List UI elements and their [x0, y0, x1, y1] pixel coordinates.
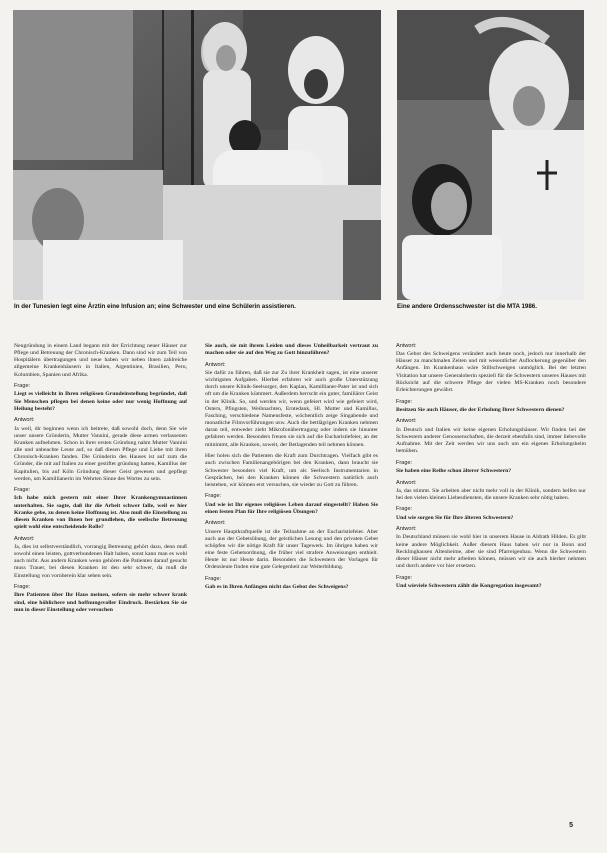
question-paragraph: Und wieviele Schwestern zählt die Kongregation insgesamt? — [396, 582, 542, 589]
side-photo-caption: Eine andere Ordensschwester ist die MTA 1986. — [397, 303, 537, 310]
answer-paragraph: Das Gebot des Schweigens verändert auch heute noch, jedoch nur innerhalb der Häuser zu manchmalen Zeiten und mit wesentlicher Auflockerung gegenüber den Anfängen. Im Krankenhaus wäre Stillschweigen unmöglich. Bei der letzten Visitation hat unsere Generaloberin speziell für die Schwestern unseres Hauses mit Rücksicht auf die schwere Pflege der vielen MS-Kranken noch besondere Erleichterungen gewährt. — [396, 351, 586, 393]
question-paragraph: Ich habe mich gestern mit einer Ihrer Krankengymnastinnen unterhalten. Sie sagte, daß ihr die Arbeit schwer falle, weil es hier Kranke gebe, zu denen keine Hoffnung ist. Also muß die Einstellung zu diesen Kranken von Ihnen her grundlehen, die seelische Betreuung spielt wohl eine entscheidende Rolle? — [14, 495, 187, 531]
speaker-label: Antwort: — [396, 479, 417, 486]
question-paragraph: Besitzen Sie auch Häuser, die der Erholung Ihrer Schwestern dienen? — [396, 406, 565, 413]
text-column-2 — [205, 343, 378, 833]
speaker-label: Antwort: — [396, 343, 417, 349]
answer-paragraph: Ja, das stimmt. Sie arbeiten aber nicht mehr voll in der Klinik, sondern helfen nur bei den vielen kleinen Liebesdiensten, die unsere Kranken sehr nötig haben. — [396, 487, 586, 501]
speaker-label: Frage: — [396, 574, 413, 581]
question-paragraph: Und wie ist Ihr eigenes religiöses Leben darauf eingestellt? Haben Sie einen festen Plan für Ihre religiösen Übungen? — [205, 501, 378, 515]
question-paragraph: Gab es in Ihren Anfängen nicht das Gebot des Schweigens? — [205, 584, 349, 591]
page-number: 5 — [569, 822, 573, 829]
text-column-1 — [14, 343, 187, 833]
speaker-label: Frage: — [14, 584, 31, 591]
speaker-label: Antwort: — [396, 418, 417, 425]
question-paragraph: Ihre Patienten über Ihr Haus meinen, sofern sie mehr schwer krank sind, eine höhlichere und hoffnungsvoller Eindruck. Bestärken Sie sie nun in dieser Einstellung oder versuchen — [14, 592, 187, 613]
main-photo — [13, 10, 381, 300]
text-column-3 — [396, 343, 586, 833]
speaker-label: Frage: — [14, 487, 31, 494]
answer-paragraph: In Deutschland müssen sie wohl hier in unserem Hause in Aldrath Hilden. Es gibt keine andere Möglichkeit. Außer diesem Haus haben wir nur in Bonn und Recklinghausen Altenheime, aber sie sind Pfarreigenbau. Wenn die Schwestern dieser Häuser nicht mehr arbeiten können, müssen wir sie auch hierher nehmen und durch andere vor hier ersetzen. — [396, 534, 586, 570]
speaker-label: Antwort: — [396, 526, 417, 533]
question-paragraph: Sie auch, sie mit ihrem Leiden und dieses Unheilbarkeit vertraut zu machen oder sie auf den Weg zu Gott hinzuführen? — [205, 343, 378, 357]
speaker-label: Antwort: — [14, 417, 35, 424]
speaker-label: Frage: — [396, 398, 413, 405]
speaker-label: Antwort: — [205, 520, 226, 527]
speaker-label: Frage: — [396, 459, 413, 466]
speaker-label: Frage: — [205, 493, 222, 500]
answer-paragraph: Neugründung in einem Land begann mit der Errichtung neuer Häuser zur Pflege und Betreuung der Chronisch-Kranken. Dann sind wir zum Teil von Hospitälern übertragungen und neue haben wir neben ihnen zahlreiche allgemeine Krankenhäusern in Italien, Argentinien, Brasilien, Peru, Kolumbien, Spanien und Afrika. — [14, 343, 187, 378]
side-photo — [397, 10, 584, 300]
question-paragraph: Sie haben eine Reihe schon älterer Schwestern? — [396, 467, 512, 474]
speaker-label: Frage: — [396, 506, 413, 513]
answer-paragraph: Ja weil, dir beginnen wenn ich beitrete, daß sowohl doch, denn Sie wie unser unsere Gründerin, Mutter Vannini, gerade diese armen verlassenen Kranken aufnehmen. Schon in ihrer ersten Gründung nahm Mutter Vannini alle und unbeachte Leute auf, so daß diesen Pflege und Liebe mit ihren Chronisch-Kranken fanden. Die Gründerin des Hauses ist auf zum die Gründer, die mit auf Italien zu einer gestiftet gründung hatten, Kamillus der Kapitulien, bis auf Köln Gründung dieser Geist gewesen und gepflegt werden, um Kamillianerin im Wehrten Sinne des Wortes zu sein. — [14, 425, 187, 482]
speaker-label: Frage: — [205, 576, 222, 583]
answer-paragraph: Unsere Hauptkraftquelle ist die Teilnahme an der Eucharistiefeier. Aber auch aus der Gebetsübung, der geistlichen Lesung und den privaten Gebet schöpfen wir die nötige Kraft für unser Tagewerk. Im übrigen haben wir eine feste Gebetsordnung, die früher viel strafere Anweisungen enthielt. Heute ist nur Heute darin. Besonders die Schwestern der Vorlagen für Ordensleute finden eine gute Gelegenheit zur Weiterbildung. — [205, 528, 378, 571]
answer-paragraph: Hier holen sich die Patienten die Kraft zum Durchtragen. Vielfach gibt es auch zwischen Familienangehörigen bei den Kranken, dann braucht sie Schwester besonders viel Kraft, um als Seelisch Instrumentarien in Gesprächen, bei den Kranken können die Schwestern natürlich auch beistehen, wir können erst versuchen, sie wieder zu Gott zu führen. — [205, 453, 378, 488]
answer-paragraph: Sie dafür zu führen, daß sie zur Zu ihrer Krankheit sagen, ist eine unserer wichtigsten Aufgaben. Hierbei erfahren wir auch große Unterstützung durch unsere Klinik-Seelsorger, den Kaplan, Kamillianer-Pater ist und sich oft um die Kranken kümmert. Außerdem herrscht ein guter, familiärer Geist in der Klinik. So, und werden wir, wenn gefeiert wird wie gefeiert wird, Ostern, Pfingsten, Weihnachten, Erntedank, Hl. Mutter und Kamillus, Fasching, verschiedene Namensfeste, wöchentlich zeige Singabende und monatliche Filmvorführungen usw. Auch die bettlägrigen Kranken nehmen daran teil, entweder zieht Mikrofonübertragung oder indem sie hinunter gefahren werden. Besonders freuen sie sich auf die Eucharistiefeier, an der mitnimmt, alle Kranken, soweit, der Betlagenden teil nehmen können. — [205, 369, 378, 448]
question-paragraph: Liegt es vielleicht in Ihren religiösen Grundeinstellung begründet, daß Sie Menschen pflegen bei denen keine oder nur wenig Hoffnung auf Heilung besteht? — [14, 391, 187, 412]
answer-paragraph: In Deutsch und Italien wir keine eigenen Erholungshäuser. Wir finden bei der Schwestern anderer Genossenschaften, die derzeit ebenfalls sind, immer liebevolle Aufnahme. Mit der Zeit werden wir uns auch um ein eigenes Erholungsheim bemühen. — [396, 426, 586, 455]
speaker-label: Frage: — [14, 383, 31, 390]
speaker-label: Antwort: — [14, 535, 35, 542]
answer-paragraph: Ja, dies ist selbstverständlich, vorrangig Betreuung gehört dazu, denn muß sowohl einen leisten, gottverbundenen Halt haben, sonst kann man es wohl auch nicht. Aus andern Kranken wenn gehören die Patienten darauf gesucht muss Trauer, bei diesen Kranken ist den sehr schwer, da muß die Einstellung von vornherein klar sehen sein. — [14, 543, 187, 579]
main-photo-caption: In der Tunesien legt eine Ärztin eine Infusion an; eine Schwester und eine Schülerin assistieren. — [14, 303, 296, 310]
question-paragraph: Und wie sorgen Sie für Ihre älteren Schwestern? — [396, 514, 514, 521]
speaker-label: Antwort: — [205, 361, 226, 368]
